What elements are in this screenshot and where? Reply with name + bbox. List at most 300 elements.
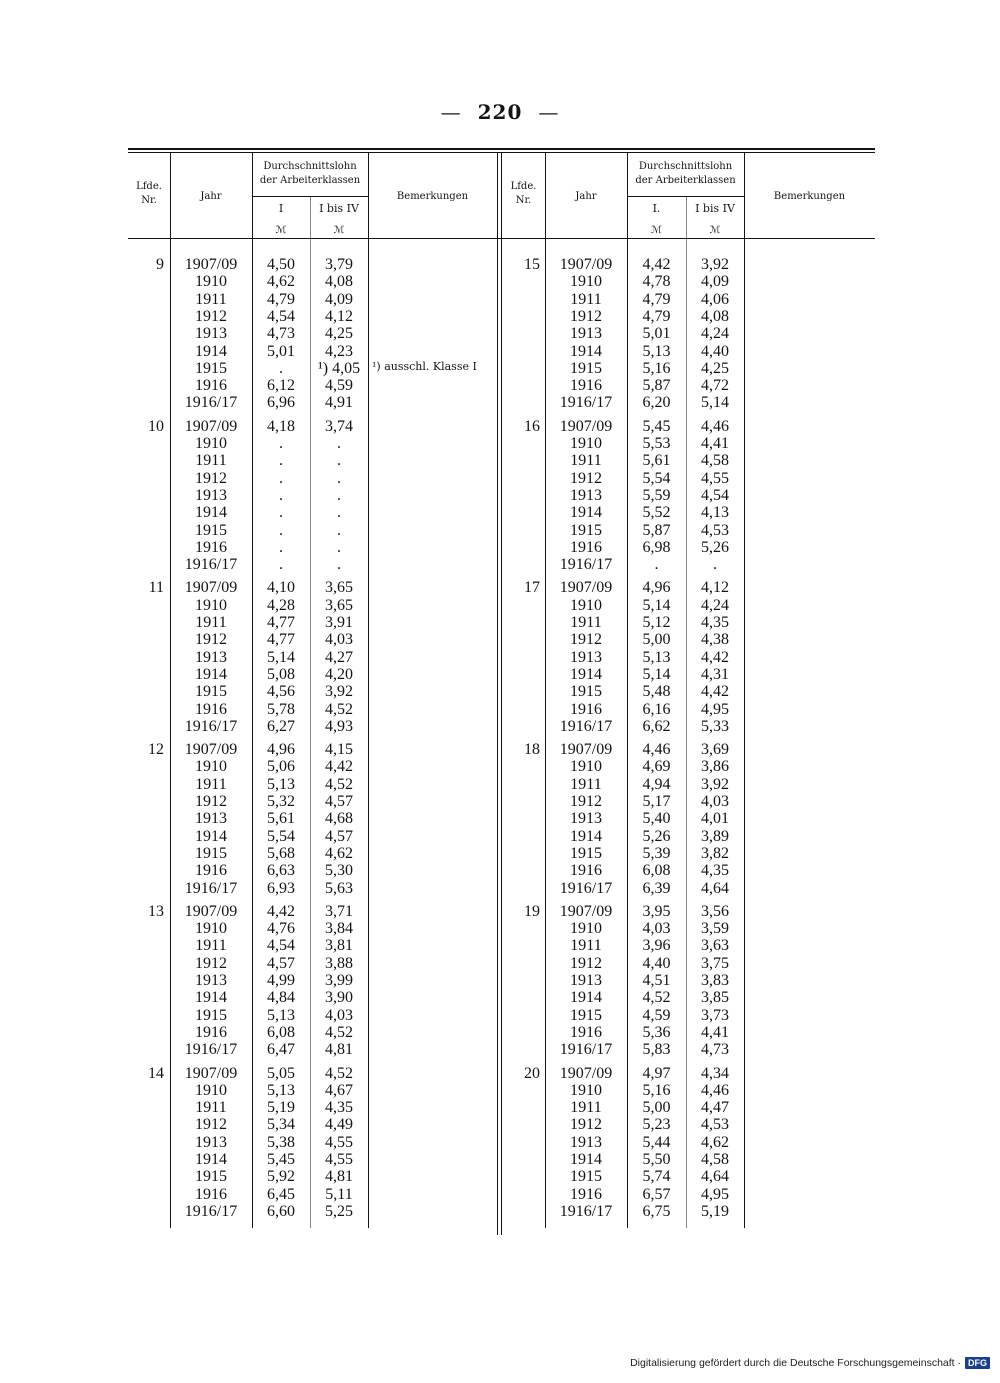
wage-class-i-iv: 4,58 [701,1151,729,1168]
wage-class-i: 5,38 [267,1133,295,1151]
year-cell: 1910 [195,758,227,776]
wage-class-i-iv: 4,52 [325,775,353,793]
year-cell: 1907/09 [559,1064,613,1082]
wage-class-i-iv: 4,46 [701,417,729,435]
wage-class-i: . [279,556,283,574]
year-cell: 1916/17 [184,556,238,574]
year-cell: 1907/09 [184,902,238,920]
wage-class-i-iv: 3,81 [325,937,353,955]
wage-class-i: 6,98 [642,538,671,556]
wage-class-i: 5,08 [267,665,295,683]
year-cell: 1912 [570,793,602,810]
wage-class-i: 5,54 [267,827,295,845]
wage-class-i-iv: 3,82 [701,844,729,862]
wage-class-i: 6,60 [267,1202,295,1220]
year-cell: 1912 [570,469,602,487]
year-cell: 1915 [195,1168,227,1186]
wage-class-i-iv: . [337,469,341,487]
wage-class-i: 5,13 [267,1006,295,1024]
wage-class-i-iv: 4,03 [701,793,729,810]
year-cell: 1915 [570,844,602,862]
wage-class-i: 5,87 [642,521,671,539]
year-cell: 1916/17 [559,879,613,897]
year-cell: 1915 [195,359,227,377]
group-number: 10 [148,417,164,435]
year-cell: 1911 [570,290,602,308]
wage-class-i: 5,48 [642,683,671,701]
year-cell: 1913 [195,486,227,504]
group-number: 16 [524,417,540,435]
wage-class-i: 5,00 [642,631,671,649]
wage-class-i: 5,13 [642,342,671,360]
wage-class-i-iv: 4,42 [701,648,729,666]
wage-class-i: 4,18 [267,417,295,435]
year-cell: 1913 [570,648,602,666]
wage-class-i-iv: 3,71 [325,902,353,920]
wage-class-i-iv: 4,91 [325,394,353,412]
group-number: 14 [148,1064,164,1082]
wage-class-i-iv: 4,24 [701,325,729,343]
wage-class-i: 5,44 [642,1133,671,1151]
wage-class-i: . [279,469,283,487]
wage-class-i: 4,03 [642,920,671,938]
year-cell: 1913 [570,1133,602,1151]
wage-class-i: 4,10 [267,579,295,597]
year-cell: 1907/09 [559,256,613,273]
year-cell: 1911 [195,290,227,308]
wage-class-i-iv: 4,06 [701,290,729,308]
wage-class-i-iv: 4,24 [701,596,729,614]
wage-class-i: . [279,504,283,522]
wage-class-i-iv: 4,95 [701,1185,729,1203]
wage-class-i: 5,01 [267,342,295,360]
year-cell: 1911 [195,1099,227,1117]
wage-class-i: 5,14 [267,648,295,666]
wage-class-i-iv: 4,53 [701,1116,729,1134]
year-cell: 1911 [570,775,602,793]
wage-class-i-iv: 4,54 [701,486,729,504]
year-cell: 1912 [570,307,602,325]
group-number: 15 [524,256,540,273]
wage-class-i-iv: ¹) 4,05 [317,359,361,377]
wage-class-i-iv: 4,01 [701,810,729,828]
wage-class-i: . [654,556,659,574]
year-cell: 1910 [570,435,602,452]
year-cell: 1914 [570,665,602,683]
year-cell: 1912 [570,631,602,649]
year-cell: 1910 [195,1081,227,1099]
year-cell: 1916/17 [559,717,613,735]
wage-class-i-iv: 4,03 [325,1006,353,1024]
header-col-i-iv: I bis IV [319,202,359,215]
wage-class-i: . [279,521,283,539]
year-cell: 1910 [570,758,602,776]
year-cell: 1915 [195,683,227,701]
group-number: 20 [524,1064,540,1082]
col-divider [744,153,745,1228]
wage-class-i-iv: 4,62 [325,844,353,862]
wage-class-i-iv: 4,40 [701,342,729,360]
year-cell: 1907/09 [559,579,613,597]
year-cell: 1916 [570,377,602,395]
wage-class-i-iv: 4,35 [701,862,729,880]
year-cell: 1911 [195,614,227,631]
year-cell: 1912 [195,469,227,487]
wage-class-i: 6,93 [267,879,295,897]
year-cell: 1913 [195,810,227,828]
year-cell: 1913 [195,1133,227,1151]
year-cell: 1914 [570,827,602,845]
year-cell: 1916 [195,1185,227,1203]
year-cell: 1911 [195,937,227,955]
wage-class-i: 6,62 [642,717,671,735]
year-cell: 1910 [195,596,227,614]
wage-class-i: 4,76 [267,920,295,938]
wage-class-i: 4,56 [267,683,295,701]
wage-class-i: 4,57 [267,954,295,972]
year-cell: 1912 [570,954,602,972]
year-cell: 1916/17 [559,556,613,574]
year-cell: 1907/09 [184,417,238,435]
col-divider [368,153,369,1228]
year-cell: 1916/17 [184,1202,238,1220]
header-lfd: Lfde. Nr. [510,181,537,206]
wage-class-i-iv: 4,64 [701,1168,729,1186]
wage-class-i-iv: 4,68 [325,810,353,828]
group-number: 17 [524,579,540,597]
year-cell: 1912 [195,793,227,810]
year-cell: 1912 [195,631,227,649]
year-cell: 1914 [570,504,602,522]
wage-class-i-iv: 3,86 [701,758,729,776]
year-cell: 1916 [570,1023,602,1041]
year-cell: 1907/09 [184,579,238,597]
wage-class-i: 5,53 [642,435,671,452]
wage-class-i-iv: 4,12 [701,579,729,597]
year-cell: 1914 [195,989,227,1007]
wage-class-i-iv: 4,35 [701,614,729,631]
year-cell: 1915 [195,521,227,539]
year-cell: 1913 [570,486,602,504]
dfg-logo: DFG [965,1357,990,1369]
wage-class-i-iv: 4,81 [325,1041,353,1059]
group-number: 19 [524,902,540,920]
year-cell: 1914 [570,1151,602,1168]
year-cell: 1916 [570,538,602,556]
year-cell: 1913 [195,972,227,989]
wage-class-i: 4,46 [642,741,671,759]
year-cell: 1910 [570,920,602,938]
header-bemerkungen: Bemerkungen [396,191,469,202]
wage-class-i-iv: 3,79 [325,256,353,273]
wage-class-i: 5,36 [642,1023,671,1041]
wage-class-i-iv: 4,52 [325,1064,353,1082]
year-cell: 1912 [195,1116,227,1134]
unit-mark: ℳ [275,225,287,236]
wage-class-i: 3,95 [642,902,671,920]
year-cell: 1910 [570,1081,602,1099]
wage-class-i-iv: 4,41 [701,1023,729,1041]
year-cell: 1913 [570,810,602,828]
wage-class-i: 5,61 [267,810,295,828]
year-cell: 1916 [570,1185,602,1203]
top-rule [128,148,875,150]
wage-class-i-iv: 3,65 [325,579,353,597]
wage-class-i-iv: 4,23 [325,342,353,360]
year-cell: 1914 [195,665,227,683]
year-cell: 1916 [195,377,227,395]
wage-class-i-iv: 3,59 [701,920,729,938]
wage-class-i: 4,79 [642,307,671,325]
wage-class-i-iv: 5,11 [325,1185,353,1203]
header-durchschnittslohn: Durchschnittslohn der Arbeiterklassen [635,161,736,186]
wage-class-i-iv: 5,63 [325,879,353,897]
wage-class-i-iv: 4,53 [701,521,729,539]
year-cell: 1913 [195,325,227,343]
year-cell: 1916 [570,700,602,718]
wage-class-i-iv: 4,55 [325,1133,353,1151]
year-cell: 1915 [570,521,602,539]
header-jahr: Jahr [575,191,597,202]
header-durchschnittslohn: Durchschnittslohn der Arbeiterklassen [259,161,361,186]
wage-class-i: 5,14 [642,665,671,683]
wage-class-i-iv: . [337,556,341,574]
wage-class-i-iv: 4,67 [325,1081,353,1099]
wage-class-i: 5,61 [642,452,671,470]
wage-class-i-iv: 4,09 [325,290,353,308]
wage-class-i: 3,96 [642,937,671,955]
wage-class-i-iv: 4,46 [701,1081,729,1099]
unit-mark: ℳ [651,225,662,236]
year-cell: 1916/17 [184,394,238,412]
year-cell: 1910 [195,273,227,291]
year-cell: 1916/17 [559,394,613,412]
wage-class-i: 4,50 [267,256,295,273]
wage-class-i-iv: 4,35 [325,1099,353,1117]
group-number: 11 [148,579,164,597]
wage-class-i: 5,16 [642,359,671,377]
wage-class-i-iv: 4,57 [325,827,353,845]
unit-mark: ℳ [709,225,721,236]
wage-class-i: 5,40 [642,810,671,828]
group-number: 18 [524,741,540,759]
wage-class-i-iv: . [713,556,717,574]
group-number: 9 [156,256,164,273]
wage-class-i-iv: 4,13 [701,504,729,522]
year-cell: 1911 [570,937,602,955]
wage-class-i-iv: 4,55 [325,1151,353,1168]
year-cell: 1912 [195,307,227,325]
year-cell: 1915 [570,683,602,701]
wage-class-i: 6,20 [642,394,671,412]
wage-class-i-iv: 4,49 [325,1116,353,1134]
wage-class-i: . [279,538,283,556]
page-number: — 220 — [440,100,560,124]
wage-class-i: 6,45 [267,1185,295,1203]
remark-footnote: ¹) ausschl. Klasse I [372,360,477,373]
wage-class-i-iv: 4,09 [701,273,729,291]
wage-class-i-iv: 4,59 [325,377,353,395]
wage-class-i-iv: 5,19 [701,1202,729,1220]
wage-class-i-iv: 3,91 [325,614,353,631]
wage-class-i: 4,62 [267,273,295,291]
wage-class-i: 4,54 [267,307,295,325]
wage-class-i: 5,32 [267,793,295,810]
wage-class-i: 4,97 [642,1064,671,1082]
group-number: 12 [148,741,164,759]
wage-class-i: . [279,486,283,504]
wage-class-i: 5,39 [642,844,671,862]
year-cell: 1911 [570,452,602,470]
wage-class-i: 4,99 [267,972,295,989]
wage-class-i-iv: 4,58 [701,452,729,470]
wage-class-i: 5,14 [642,596,671,614]
wage-class-i-iv: 4,47 [701,1099,729,1117]
wage-class-i: 5,13 [267,775,295,793]
year-cell: 1914 [570,342,602,360]
wage-class-i-iv: 3,88 [325,954,353,972]
wage-class-i-iv: 5,30 [325,862,353,880]
year-cell: 1916 [195,862,227,880]
header-bemerkungen: Bemerkungen [773,191,846,202]
wage-class-i: 4,96 [642,579,671,597]
year-cell: 1907/09 [559,902,613,920]
year-cell: 1916 [195,1023,227,1041]
wage-class-i: 5,06 [267,758,295,776]
wage-class-i: 5,19 [267,1099,295,1117]
wage-class-i-iv: 4,08 [701,307,729,325]
wage-class-i: 4,69 [642,758,671,776]
wage-class-i: 5,23 [642,1116,671,1134]
wage-class-i-iv: . [337,538,341,556]
wage-class-i: 4,28 [267,596,295,614]
wage-class-i-iv: 3,92 [701,256,729,273]
wage-class-i: 6,57 [642,1185,671,1203]
wage-class-i-iv: 4,52 [325,1023,353,1041]
wage-class-i: 5,74 [642,1168,671,1186]
year-cell: 1907/09 [184,1064,238,1082]
wage-class-i-iv: . [337,486,341,504]
wage-class-i: 4,96 [267,741,295,759]
wage-class-i: 5,17 [642,793,671,810]
wage-class-i: 5,26 [642,827,671,845]
wage-class-i-iv: 4,42 [325,758,353,776]
footer-credit: Digitalisierung gefördert durch die Deutsche Forschungsgemeinschaft · DFG [630,1357,990,1369]
year-cell: 1915 [570,1006,602,1024]
wage-class-i: 5,83 [642,1041,671,1059]
wage-class-i-iv: . [337,521,341,539]
wage-class-i-iv: 4,64 [701,879,729,897]
wage-class-i-iv: 3,75 [701,954,729,972]
year-cell: 1914 [570,989,602,1007]
year-cell: 1916/17 [184,1041,238,1059]
wage-class-i-iv: 4,25 [701,359,729,377]
wage-class-i-iv: 3,92 [325,683,353,701]
center-divider [497,153,498,1235]
wage-class-i: . [279,359,283,377]
wage-class-i: 6,12 [267,377,295,395]
year-cell: 1915 [195,1006,227,1024]
year-cell: 1913 [570,325,602,343]
wage-class-i-iv: 3,85 [701,989,729,1007]
header-col-i: I [278,202,284,215]
wage-class-i: 5,59 [642,486,671,504]
year-cell: 1913 [570,972,602,989]
wage-class-i-iv: 5,25 [325,1202,353,1220]
wage-class-i-iv: 3,89 [701,827,729,845]
wage-class-i: . [279,452,283,470]
year-cell: 1914 [195,504,227,522]
wage-class-i: 4,78 [642,273,671,291]
wage-class-i: 5,34 [267,1116,295,1134]
year-cell: 1914 [195,827,227,845]
wage-class-i: 4,94 [642,775,671,793]
wage-class-i: 4,79 [642,290,671,308]
year-cell: 1915 [570,359,602,377]
wage-class-i-iv: 4,20 [325,665,353,683]
wage-class-i: 6,27 [267,717,295,735]
wage-class-i-iv: 4,95 [701,700,729,718]
wage-class-i: 4,42 [642,256,671,273]
group-number: 13 [148,902,164,920]
wage-class-i-iv: 4,25 [325,325,353,343]
year-cell: 1915 [570,1168,602,1186]
wage-class-i-iv: 4,08 [325,273,353,291]
wage-class-i: 5,13 [642,648,671,666]
year-cell: 1916 [195,700,227,718]
header-lfd: Lfde. Nr. [136,181,162,206]
wage-class-i-iv: 3,65 [325,596,353,614]
wage-class-i-iv: 3,69 [701,741,729,759]
wage-class-i: 4,84 [267,989,295,1007]
wage-class-i-iv: 4,15 [325,741,353,759]
wage-class-i-iv: 3,90 [325,989,353,1007]
wage-class-i-iv: 3,56 [701,902,729,920]
wage-class-i-iv: . [337,452,341,470]
year-cell: 1911 [195,452,227,470]
wage-class-i: 5,52 [642,504,671,522]
wage-class-i: 4,54 [267,937,295,955]
wage-class-i-iv: 5,26 [701,538,729,556]
wage-class-i-iv: 3,99 [325,972,353,989]
wage-class-i-iv: 4,62 [701,1133,729,1151]
year-cell: 1910 [195,435,227,452]
year-cell: 1907/09 [184,741,238,759]
wage-class-i: 5,45 [267,1151,295,1168]
wage-class-i-iv: 4,31 [701,665,729,683]
wage-class-i-iv: 4,38 [701,631,729,649]
wage-class-i-iv: 4,55 [701,469,729,487]
header-col-i: I. [652,202,661,215]
wage-class-i-iv: . [337,435,341,452]
year-cell: 1916/17 [559,1041,613,1059]
wage-class-i-iv: 5,14 [701,394,729,412]
year-cell: 1916 [195,538,227,556]
wage-class-i-iv: 4,81 [325,1168,353,1186]
wage-class-i: 4,40 [642,954,671,972]
wage-class-i: 5,68 [267,844,295,862]
year-cell: 1914 [195,342,227,360]
wage-class-i: 5,50 [642,1151,671,1168]
header-col-i-iv: I bis IV [695,202,735,215]
year-cell: 1911 [570,614,602,631]
year-cell: 1910 [570,596,602,614]
wage-class-i-iv: 3,92 [701,775,729,793]
wage-class-i: 6,63 [267,862,295,880]
wage-class-i: 6,16 [642,700,671,718]
wage-class-i: 5,92 [267,1168,295,1186]
wage-class-i: 5,45 [642,417,671,435]
